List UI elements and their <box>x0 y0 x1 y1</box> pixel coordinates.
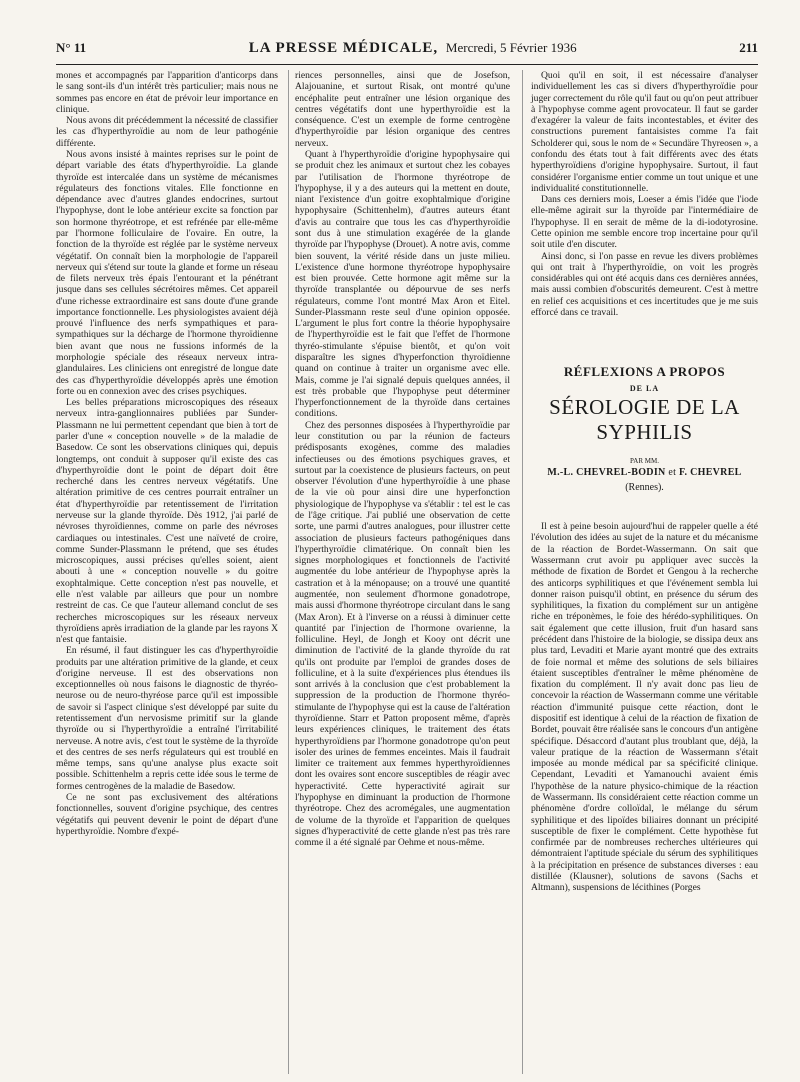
paragraph: mones et accompagnés par l'apparition d'anticorps dans le sang sont-ils d'un intérêt très particulier; mais nous ne sommes pas encore en état de prévoir leur importance en clinique. <box>56 70 278 115</box>
column-1 <box>56 70 278 1074</box>
article-pretitle: RÉFLEXIONS A PROPOS <box>563 364 726 380</box>
paragraph: Quoi qu'il en soit, il est nécessaire d'analyser individuellement les cas si divers d'hyperthyroïdie pour juger correctement du rôle qu'il faut ou qu'on peut attribuer à l'hypophyse comme agent provocateur. Il faut se garder d'exagérer la valeur de faits incontestables, et éviter des constructions purement fantaisistes comme l'a fait Scholderer qui, sous le nom de « Secundäre Thyreosen », a confondu des états tout à fait différents avec des états hyperthyroïdiens d'origine hypophysaire. Surtout, il faut considérer l'organisme entier comme un tout unique et une individualité constitutionnelle. <box>531 70 758 194</box>
journal-title: LA PRESSE MÉDICALE, <box>248 40 439 56</box>
article-byline-prefix: PAR MM. <box>630 457 659 466</box>
paragraph: Dans ces derniers mois, Loeser a émis l'idée que l'iode elle-même agirait sur la thyroïde par l'intermédiaire de l'hypophyse. Il en serait de même de la di-iodotyrosine. Cette opinion me semble encore trop incertaine pour qu'il soit utile d'en discuter. <box>531 194 758 251</box>
paragraph: riences personnelles, ainsi que de Josefson, Alajouanine, et surtout Risak, ont montré qu'une encéphalite peut entraîner une lésion organique des centres végétatifs dont une hyperthyroïdie est la conséquence. C'est un exemple de forme centrogène d'hyperthyroïdie par lésion organique des centres nerveux. <box>295 70 510 149</box>
issue-number: N° 11 <box>56 40 87 55</box>
paragraph: Ainsi donc, si l'on passe en revue les divers problèmes qui ont trait à l'hyperthyroïdie, on voit les progrès considérables qui ont été acquis dans ces dernières années, mais aussi combien d'obscurités demeurent. C'est à mettre en relief ces acquisitions et ces incertitudes que je me suis efforcé dans ce travail. <box>531 250 758 318</box>
column-2 <box>288 70 510 1074</box>
article-affiliation: (Rennes). <box>625 482 664 494</box>
paragraph: Nous avons insisté à maintes reprises sur le point de départ variable des états d'hyperthyroïdie. La glande thyroïde est intercalée dans un système de mécanismes régulateurs des fonctions vitales. Elle fonctionne en dépendance avec d'autres glandes endocrines, surtout l'hypophyse, dont le lobe antérieur excite sa fonction par son hormone thyréotrope, et est refrénée par elle-même par l'hormone folliculaire de l'ovaire. En outre, la fonction de la thyroïde est réglée par le système nerveux végétatif. On connaît bien la morphologie de l'appareil nerveux qui s'étend sur toute la glande et forme un réseau de filets nerveux très épais l'entourant et la pénétrant jusque dans ses cellules sécrétoires mêmes. Cet appareil d'une richesse extraordinaire est sans doute d'une grande importance fonctionnelle. Les physiologistes avaient déjà prouvé l'influence des nerfs sympathiques et para-sympathiques sur la décharge de l'hormone thyroïdienne bien avant que nous ne fussions informés de la morphologie spéciale des réseaux nerveux intra-glandulaires. Les cliniciens ont enregistré de longue date des cas d'hyperthyroïdie développés après une émotion forte ou en connexion avec des crises psychiques. <box>56 148 278 397</box>
article-heading <box>531 364 758 493</box>
issue-date: Mercredi, 5 Février 1936 <box>445 40 577 55</box>
article-title: SÉROLOGIE DE LA SYPHILIS <box>549 395 740 445</box>
paragraph: Il est à peine besoin aujourd'hui de rappeler quelle a été l'évolution des idées au sujet de la nature et du mécanisme de la réaction de Bordet-Wassermann. On sait que Wassermann crut avoir pu appliquer avec succès la méthode de fixation de Bordet et Gengou à la recherche des anticorps syphilitiques et que l'événement sembla lui donner raison puisqu'il obtint, en présence du sérum des syphilitiques, la fixation du complément sur un antigène riche en tréponèmes, le foie des hérédo-syphilitiques. On sait également que cette illusion, fruit d'un hasard sans précédent dans l'histoire de la biologie, se dissipa deux ans plus tard, Levaditi et Marie ayant montré que des extraits de foie normal et même des solutions de sels biliaires étaient susceptibles d'entraîner le même phénomène de fixation du complément. Il n'y avait donc pas lieu de concevoir la réaction de Wassermann comme une véritable réaction d'immunité puisque cette réaction, dont le dispositif est identique à celui de la réaction de fixation de Bordet, pouvait être réalisée sans le concours d'un antigène spécifique. Désaccord d'autant plus troublant que, déjà, la valeur pratique de la réaction de Wassermann s'était imposée au monde médical par sa spécificité clinique. Cependant, Levaditi et Yamanouchi avaient émis l'hypothèse de la nature physico-chimique de la réaction de Wassermann. Ils considéraient cette réaction comme un phénomène d'ordre colloïdal, le mélange du sérum syphilitique et des lipoïdes biliaires donnant un précipité susceptible de fixer le complément. Cette hypothèse fut confirmée par de nombreuses recherches ultérieures qui démontraient l'aptitude spéciale du sérum des syphilitiques à la précipitation en présence de substances diverses : eau distillée (Klausner), solutions de savons (Sachs et Altmann), suspensions de lécithines (Porges <box>531 521 758 894</box>
page-header <box>56 40 758 65</box>
paragraph: Ce ne sont pas exclusivement des altérations fonctionnelles, souvent d'origine psychique, des centres végétatifs qui peuvent devenir le point de départ d'une hyperthyroïdie. Nombre d'expé- <box>56 792 278 837</box>
paragraph: Nous avons dit précédemment la nécessité de classifier les cas d'hyperthyroïdie au nom de leur pathogénie différente. <box>56 115 278 149</box>
paragraph: Chez des personnes disposées à l'hyperthyroïdie par leur constitution ou par la réunion de facteurs prédisposants exogènes, comme des maladies infectieuses ou des émotions psychiques graves, et surtout par la coexistence de plusieurs facteurs, on peut observer l'évolution d'une hyperthyroïdie à une phase de la vie où pour ainsi dire une hyperfonction physiologique de l'hypophyse va s'établir : tel est le cas de l'âge critique. J'ai publié une observation de cette sorte, une parmi d'autres analogues, pour illustrer cette association de plusieurs facteurs pathogéniques dans l'hyperthyroïdie climatérique. On connaît bien les signes morphologiques et fonctionnels de l'activité augmentée du lobe antérieur de l'hypophyse après la castration et à la ménopause; on a trouvé une quantité augmentée, non seulement d'hormone gonadotrope, mais aussi d'hormone thyréotrope circulant dans le sang (Max Aron). Et à l'inverse on a réussi à diminuer cette quantité par l'injection de l'hormone ovarienne, la folliculine. Heyl, de Jongh et Kooy ont décrit une diminution de l'activité de la glande thyroïde du rat qu'ils ont produite par l'emploi de grandes doses de folliculine, et à la suite d'expériences plus étendues ils sont arrivés à la conclusion que c'est probablement la suppression de la production de l'hormone thyréo-stimulante de l'hypophyse qui est la cause de l'altération thyroïdienne. Starr et Patton proposent même, d'après leurs expériences cliniques, le traitement des états hyperthyroïdiens par l'hormone gonadotrope qu'on peut isoler des urines de femmes enceintes. Mais il faudrait limiter ce traitement aux femmes hyperthyroïdiennes dont les ovaires sont encore susceptibles de réagir avec hyperactivité. Cette hyperactivité agirait sur l'hypophyse en diminuant la production de l'hormone thyréotrope. Chez des acromégales, une augmentation de volume de la thyroïde et l'apparition de quelques signes d'hyperactivité de cette glande n'est pas très rare comme il a été signalé par Oehme et nous-même. <box>295 419 510 849</box>
page-number: 211 <box>739 40 758 55</box>
masthead <box>249 40 577 57</box>
author-2: F. CHEVREL <box>679 467 742 479</box>
article-columns <box>56 70 758 1074</box>
author-1: M.-L. CHEVREL-BODIN <box>547 467 666 479</box>
article-authors <box>531 467 758 478</box>
paragraph: Les belles préparations microscopiques des réseaux nerveux intra-ganglionnaires publiées par Sunder-Plassmann ne lui permettent cependant que bien à tort de parler d'une « conception nouvelle » de la maladie de Basedow. Ce sont les observations cliniques qui, depuis longtemps, ont conduit à supposer qu'il existe des cas d'hyperthyroïdie dont le point de départ doit être recherché dans les centres nerveux végétatifs. Une altération primitive de ces centres pourrait entraîner un état d'hyperthyroïdie par retentissement de l'irritation nerveuse sur la glande thyroïde. Dès 1912, j'ai parlé de névroses thyroïdiennes, comme on parle des névroses cardiaques ou intestinales. C'est une naïveté de croire, comme Sunder-Plassmann le prétend, que ses études microscopiques, aussi précises qu'elles soient, aient abouti à une « conception nouvelle » du goitre exophtalmique. Cette conception n'est pas nouvelle, et elle n'est valable par ailleurs que pour un nombre restreint de cas. Ce que l'auteur allemand conclut de ses recherches microscopiques sur les réseaux nerveux thyroïdiens après irradiation de la glande par les rayons X n'est que fantaisie. <box>56 397 278 646</box>
column-3 <box>522 70 758 1074</box>
article-connector: DE LA <box>629 384 660 394</box>
paragraph: Quant à l'hyperthyroïdie d'origine hypophysaire qui se produit chez les animaux et surtout chez les cobayes par l'utilisation de l'hormone thyréotrope de l'hypophyse, il y a des auteurs qui la mettent en doute, niant l'existence d'un goitre exophtalmique d'origine hypophysaire (Schittenhelm), d'autres auteurs étant d'avis au contraire que tous les cas d'hyperthyroïdie sont dus à une stimulation exagérée de la glande thyroïde par l'hypophyse (Drouet). A notre avis, comme bien souvent, la vérité réside dans un juste milieu. L'existence d'une hormone thyréotrope hypophysaire est bien prouvée. Cette hormone agit même sur la thyroïde transplantée ou dépourvue de ses nerfs régulateurs, comme l'ont montré Max Aron et Eitel. Sunder-Plassmann reste seul d'une opinion opposée. L'argument le plus fort contre la théorie hypophysaire de l'hyperthyroïdie est le fait que l'effet de l'hormone thyréo-stimulante s'épuise bientôt, et qu'on voit disparaître les signes d'hyperfonction thyroïdienne quand on continue à traiter un organisme avec elle. Mais, comme je l'ai signalé depuis quelques années, il est très probable que l'hypophyse peut déterminer l'hyperfonctionnement de la thyroïde dans certaines conditions. <box>295 148 510 420</box>
paragraph: En résumé, il faut distinguer les cas d'hyperthyroïdie produits par une altération primitive de la glande, et ceux d'origine nerveuse. Il est des observations non exceptionnelles où nous faisons le diagnostic de thyréo-neurose ou de neuro-thyréose parce qu'il est impossible de savoir si l'aspect clinique s'est développé par suite du retentissement d'un nervosisme primitif sur la glande thyroïde ou si l'hyperthyroïdie a entraîné l'irritabilité nerveuse. A notre avis, c'est tout le système de la thyroïde et des centres de ses nerfs régulateurs qui est troublé en même temps, sans qu'une analyse plus exacte soit possible. Schittenhelm a repris cette idée sous le terme de formes centrogènes de la maladie de Basedow. <box>56 645 278 792</box>
author-conjunction: et <box>668 467 677 479</box>
